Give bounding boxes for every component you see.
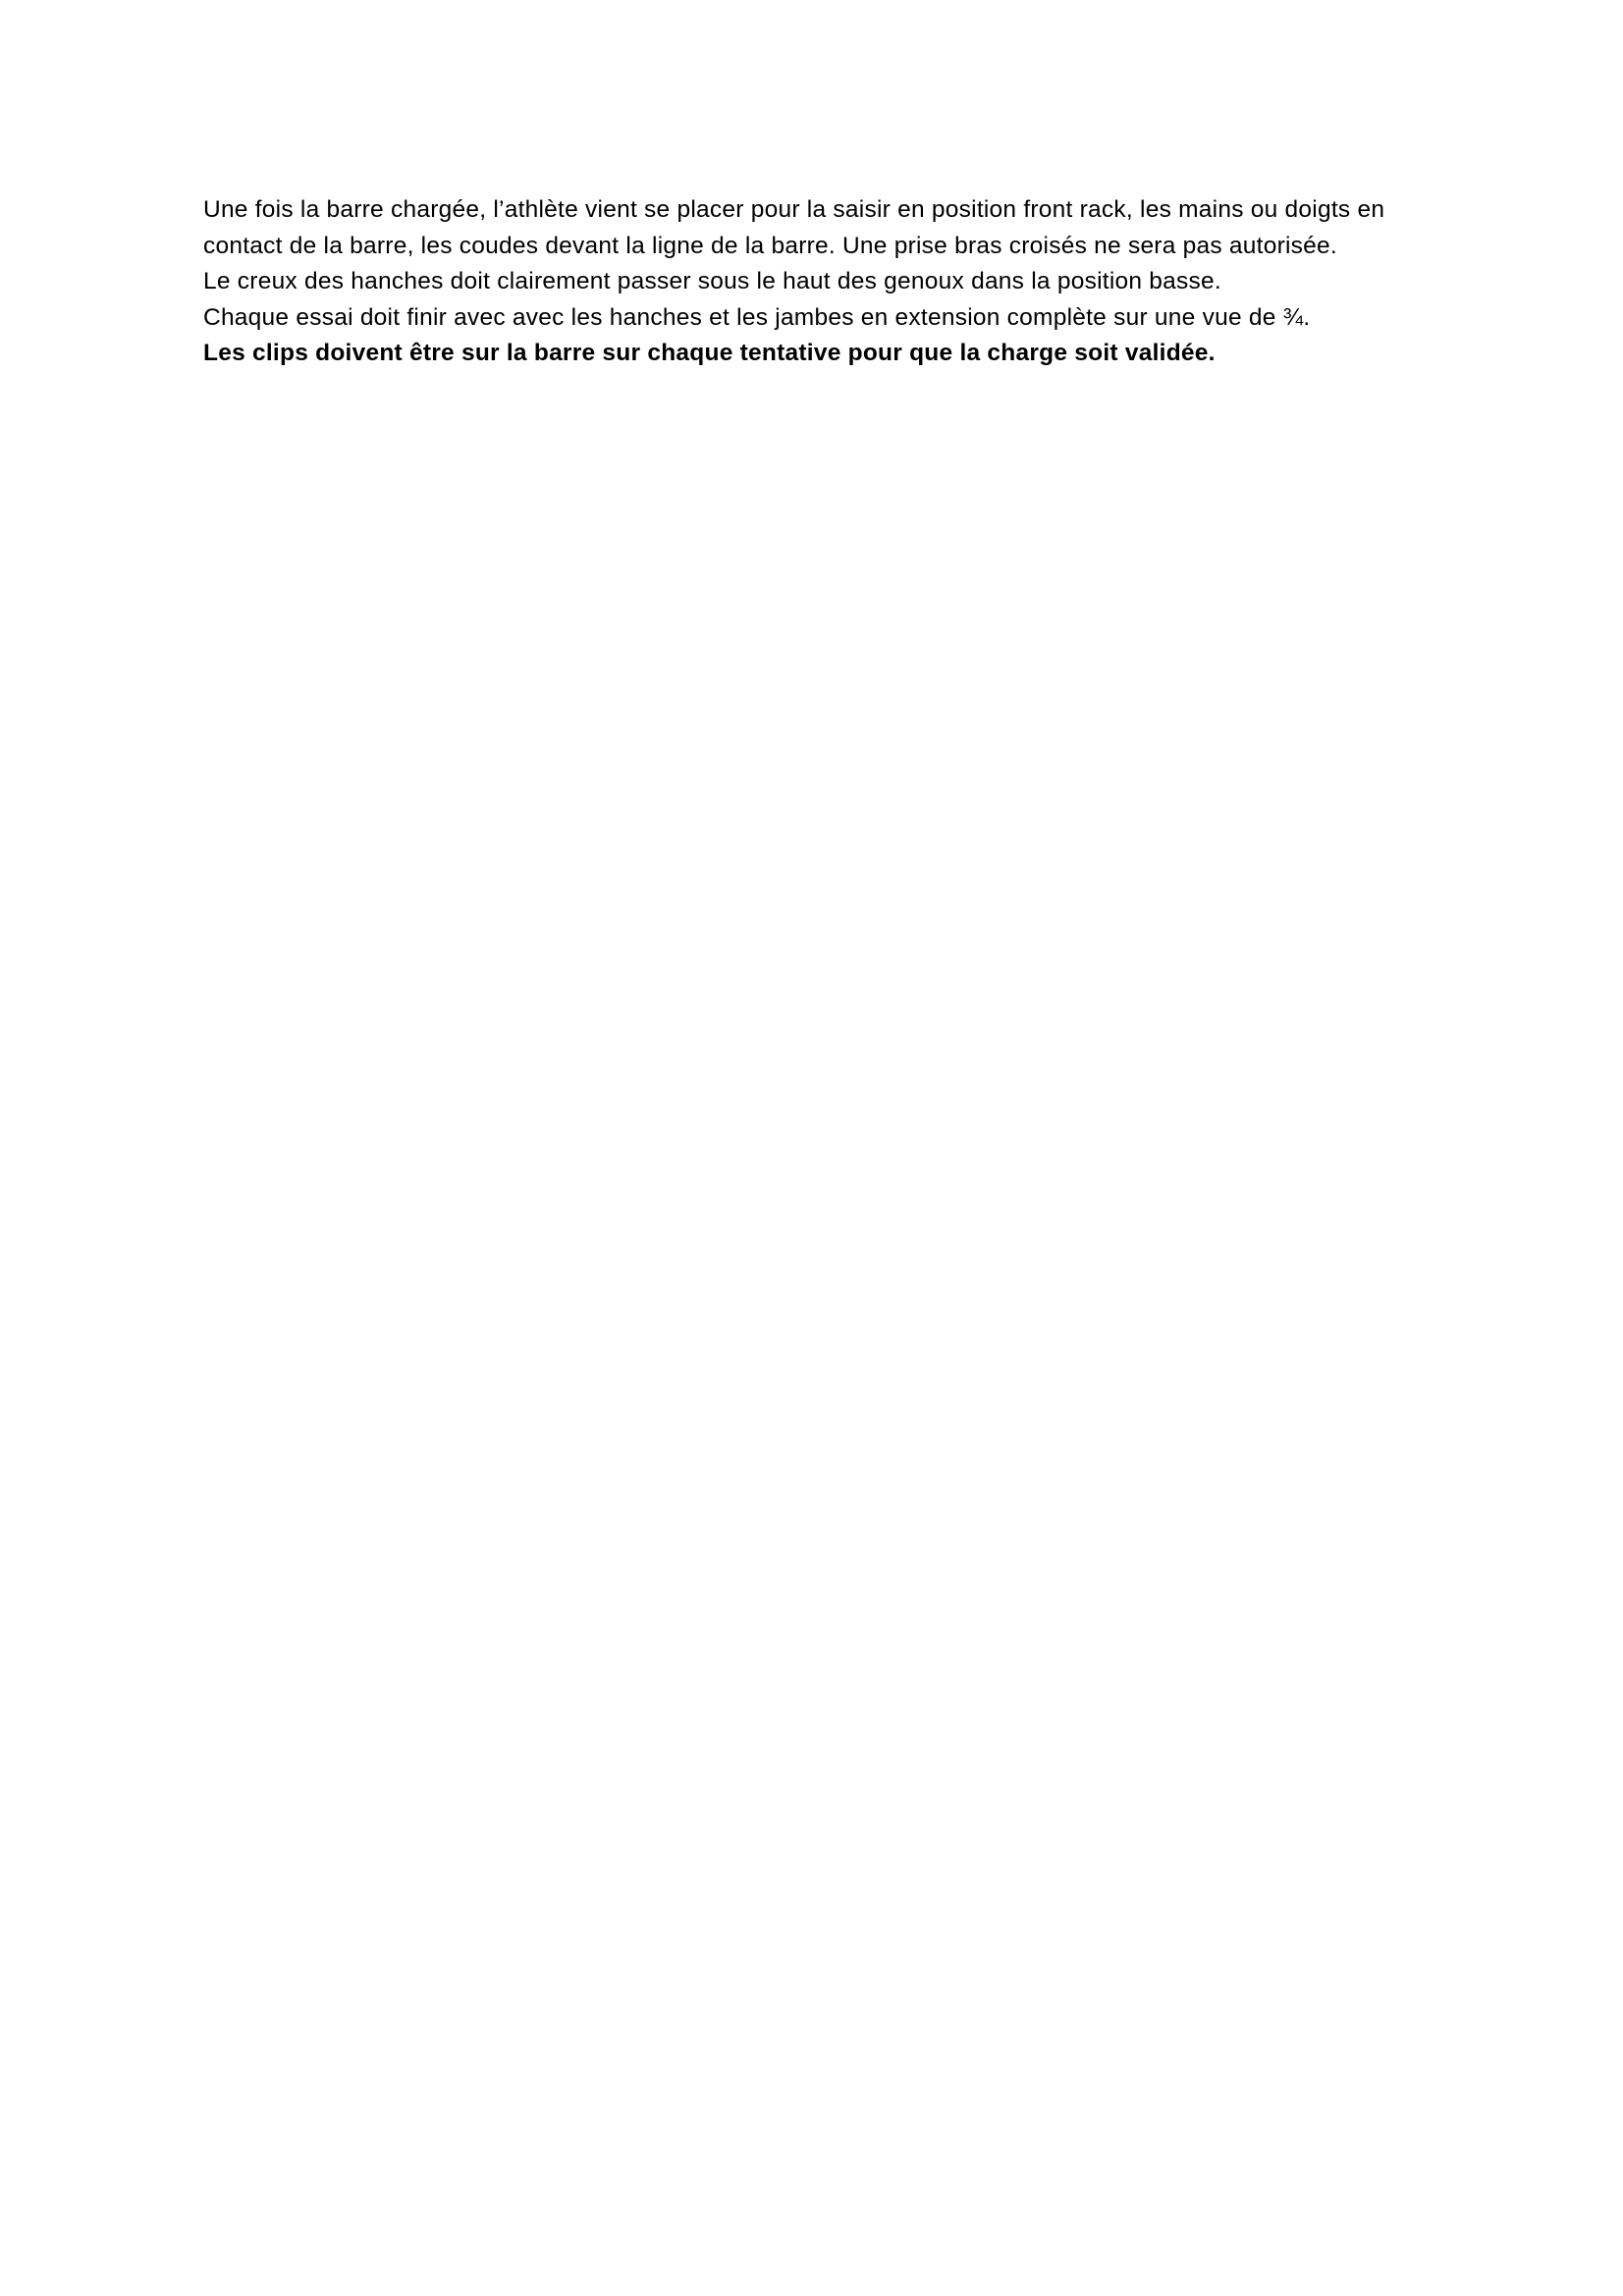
body-text-block [203,192,1421,372]
paragraph-2: Le creux des hanches doit clairement passer sous le haut des genoux dans la position basse. [203,268,1221,294]
paragraph-1: Une fois la barre chargée, l’athlète vient se placer pour la saisir en position front rack, les mains ou doigts en contact de la barre, les coudes devant la ligne de la barre. Une prise bras croisés ne sera pas autorisée. [203,196,1385,259]
paragraph-3: Chaque essai doit finir avec avec les hanches et les jambes en extension complète sur une vue de ¾. [203,303,1311,331]
paragraph-4-bold-note: Les clips doivent être sur la barre sur chaque tentative pour que la charge soit validée. [203,340,1216,366]
